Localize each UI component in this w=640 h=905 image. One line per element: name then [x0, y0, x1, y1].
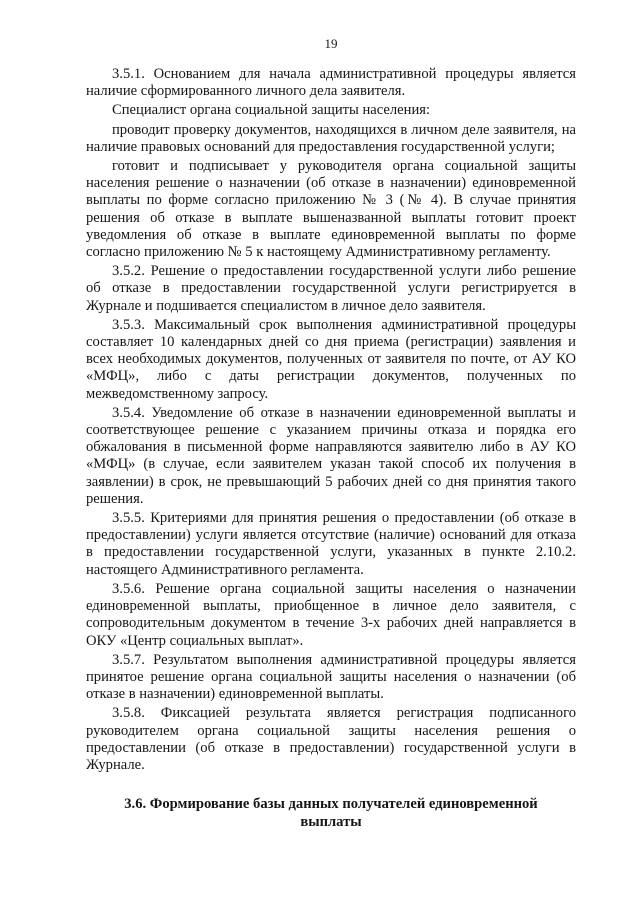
paragraph-3-5-5: 3.5.5. Критериями для принятия решения о предоставлении (об отказе в предоставлении) услуги является отсутствие (наличие) оснований для отказа в предоставлении государственной услуги, указанных в пункте 2.10.2. настоящего Административного регламента.: [86, 510, 576, 578]
paragraph-3-5-6: 3.5.6. Решение органа социальной защиты населения о назначении единовременной выплаты, приобщенное в личное дело заявителя, с сопроводительным документом в течение 3-х рабочих дней направляется в ОКУ «Центр социальных выплат».: [86, 580, 576, 649]
paragraph-3-5-1: 3.5.1. Основанием для начала административной процедуры является наличие сформированного личного дела заявителя.: [86, 66, 576, 100]
page-number: 19: [324, 36, 338, 51]
paragraph-specialist-intro: Специалист органа социальной защиты населения:: [112, 102, 431, 119]
paragraph-prepare-decision: готовит и подписывает у руководителя органа социальной защиты населения решение о назначении (об отказе в назначении) единовременной выплаты по форме согласно приложению № 3 (№ 4). В случае принятия решения об отказе в выплате вышеназванной выплаты готовит проект уведомления об отказе в выплате единовременной выплаты по форме согласно приложению № 5 к настоящему Административному регламенту.: [86, 158, 576, 261]
paragraph-3-5-8: 3.5.8. Фиксацией результата является регистрация подписанного руководителем органа социальной защиты населения решения о предоставлении (об отказе в предоставлении) государственной услуги в Журнале.: [86, 705, 576, 773]
paragraph-3-5-2: 3.5.2. Решение о предоставлении государственной услуги либо решение об отказе в предоставлении государственной услуги регистрируется в Журнале и подшивается специалистом в личное дело заявителя.: [86, 263, 576, 314]
paragraph-3-5-3: 3.5.3. Максимальный срок выполнения административной процедуры составляет 10 календарных дней со дня приема (регистрации) заявления и всех необходимых документов, полученных от заявителя по почте, от АУ КО «МФЦ», либо с даты регистрации документов, полученных по межведомственному запросу.: [86, 316, 576, 402]
paragraph-3-5-4: 3.5.4. Уведомление об отказе в назначении единовременной выплаты и соответствующее решение с указанием причины отказа и порядка его обжалования в письменной форме направляются заявителю либо в АУ КО «МФЦ» (в случае, если заявителем указан такой способ их получения в заявлении) в срок, не превышающий 5 рабочих дней со дня принятия такого решения.: [86, 404, 576, 507]
section-heading-3-6: 3.6. Формирование базы данных получателей единовременной выплаты: [124, 796, 538, 830]
paragraph-check-documents: проводит проверку документов, находящихся в личном деле заявителя, на наличие правовых оснований для предоставления государственной услуги;: [86, 121, 576, 155]
paragraph-3-5-7: 3.5.7. Результатом выполнения административной процедуры является принятое решение органа социальной защиты населения о назначении (об отказе в назначении) единовременной выплаты.: [86, 651, 576, 703]
